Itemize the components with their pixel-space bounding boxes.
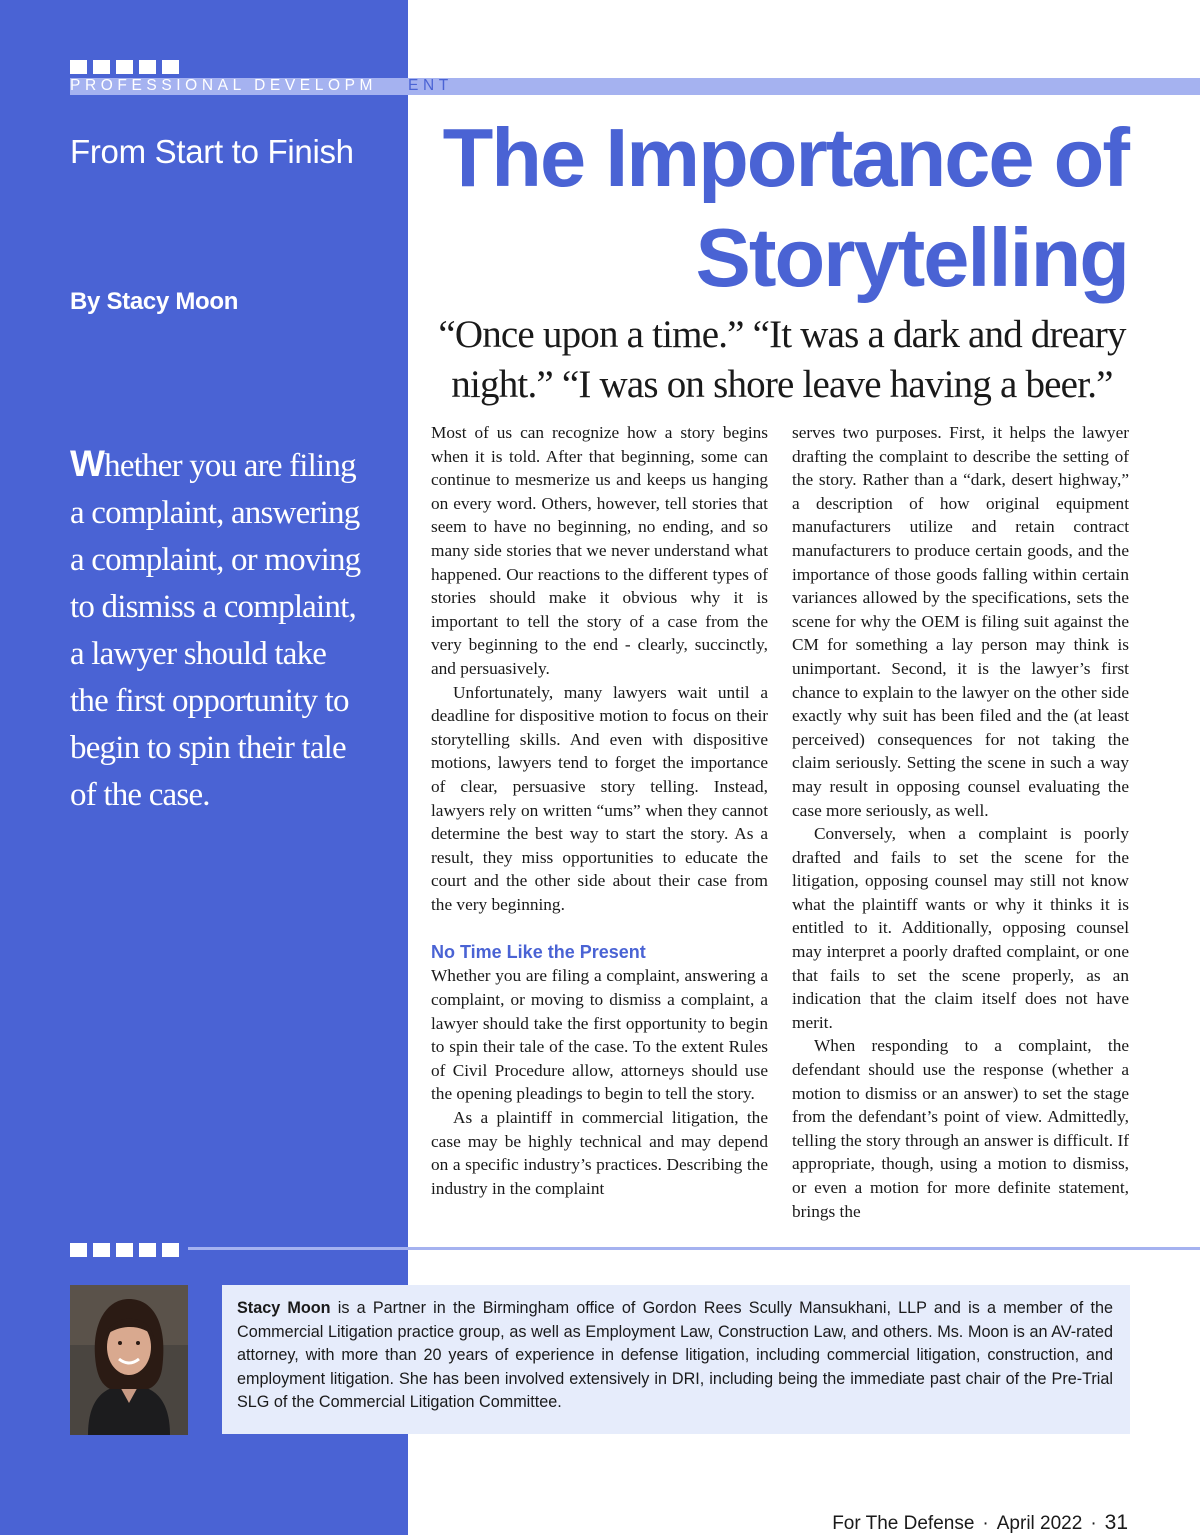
byline: By Stacy Moon: [70, 288, 239, 315]
paragraph: Most of us can recognize how a story begins when it is told. After that beginning, some can continue to mesmerize us and keeps us hanging on every word. Others, however, tell stories that seem to have no beginning, no ending, and so many side stories that we never understand what happened. Our reactions to the different types of stories should make it obvious why it is important to tell the story of a case from the very beginning to the end - clearly, succinctly, and persuasively.: [431, 423, 768, 678]
author-bio: [237, 1297, 1113, 1415]
bottom-rule: [188, 1247, 1200, 1250]
article-column-1: [431, 421, 768, 1200]
paragraph: When responding to a complaint, the defendant should use the response (whether a motion to dismiss or an answer) to set the stage from the defendant’s point of view. Admittedly, telling the story through an answer is difficult. If appropriate, though, using a motion to dismiss, or even a motion for more definite statement, brings the: [792, 1036, 1129, 1221]
page-footer: [832, 1511, 1128, 1535]
article-deck: “Once upon a time.” “It was a dark and dreary night.” “I was on shore leave having a beer.”: [438, 313, 1126, 406]
author-bio-text: is a Partner in the Birmingham office of Gordon Rees Scully Mansukhani, LLP and is a member of the Commercial Litigation practice group, as well as Employment Law, Construction Law, and others. Ms. Moon is an AV-rated attorney, with more than 20 years of experience in defense litigation, including commercial litigation, construction, and employment litigation. She has been involved extensively in DRI, including being the immediate past chair of the Pre-Trial SLG of the Commercial Litigation Committee.: [237, 1299, 1113, 1412]
article-title: [408, 108, 1128, 308]
pull-quote-text: hether you are filing a complaint, answering a complaint, or moving to dismiss a complaint, a lawyer should take the first opportunity to begin to spin their tale of the case.: [70, 448, 361, 813]
article-column-2: [792, 421, 1129, 1223]
footer-issue: April 2022: [996, 1513, 1083, 1534]
author-bio-name: Stacy Moon: [237, 1299, 331, 1317]
article-title-line1: The Importance of: [442, 111, 1128, 204]
section-label-continued: ENT: [408, 77, 453, 94]
pull-quote: [70, 440, 370, 819]
top-square-ornament: [70, 60, 179, 74]
paragraph: Unfortunately, many lawyers wait until a deadline for dispositive motion to focus on their storytelling skills. And even with dispositive motions, lawyers tend to forget the importance of clear, persuasive story telling. Instead, lawyers rely on written “ums” when they cannot determine the best way to start the story. As a result, they miss opportunities to educate the court and the other side about their case from the very beginning.: [431, 682, 768, 914]
section-label: PROFESSIONAL DEVELOPM: [70, 77, 378, 94]
series-title: From Start to Finish: [70, 133, 354, 170]
pull-quote-dropcap: W: [70, 443, 105, 484]
paragraph: As a plaintiff in commercial litigation, the case may be highly technical and may depend on a specific industry’s practices. Describing the industry in the complaint: [431, 1108, 768, 1198]
page-number: 31: [1104, 1511, 1128, 1534]
section-subhead: No Time Like the Present: [431, 942, 646, 963]
author-photo: [70, 1285, 188, 1435]
footer-separator: ·: [1090, 1513, 1097, 1534]
paragraph: serves two purposes. First, it helps the lawyer drafting the complaint to describe the setting of the story. Rather than a “dark, desert highway,” a description of how original equipment manufacturers utilize and retain contract manufacturers to produce certain goods, and the importance of those goods falling within certain variances allowed by the specifications, sets the scene for why the OEM is filing suit against the CM for something a lay person may think is unimportant. Second, it is the lawyer’s first chance to explain to the lawyer on the other side exactly why suit has been filed and the (at least perceived) consequences for not taking the claim seriously. Setting the scene in such a way may result in opposing counsel evaluating the case more seriously, as well.: [792, 423, 1129, 820]
footer-separator: ·: [982, 1513, 989, 1534]
footer-publication: For The Defense: [832, 1513, 975, 1534]
author-portrait-icon: [70, 1285, 188, 1435]
paragraph: Whether you are filing a complaint, answering a complaint, or moving to dismiss a complaint, a lawyer should take the first opportunity to begin to spin their tale of the case. To the extent Rules of Civil Procedure allow, attorneys should use the opening pleadings to begin to tell the story.: [431, 966, 768, 1104]
bottom-square-ornament: [70, 1243, 179, 1257]
article-title-line2: Storytelling: [695, 211, 1128, 304]
paragraph: Conversely, when a complaint is poorly drafted and fails to set the scene for the litigation, opposing counsel may still not know what the plaintiff wants or why it thinks it is entitled to it. Additionally, opposing counsel may interpret a poorly drafted complaint, or one that fails to set the scene properly, as an indication that the claim itself does not have merit.: [792, 824, 1129, 1032]
